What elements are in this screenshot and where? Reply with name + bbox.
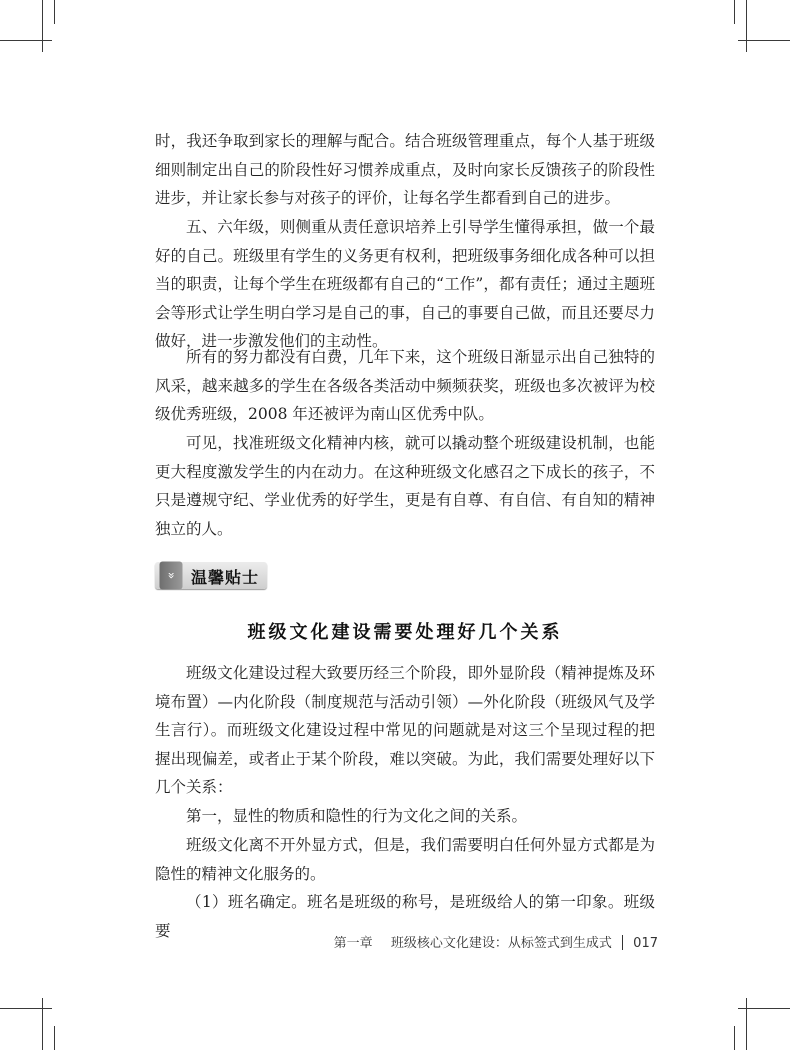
- crop-mark: [42, 0, 43, 52]
- crop-mark: [734, 1026, 735, 1050]
- tips-banner: [155, 562, 267, 589]
- crop-mark: [42, 998, 43, 1050]
- crop-mark: [738, 40, 790, 41]
- crop-mark: [54, 1026, 55, 1050]
- footer-chapter-title: 班级核心文化建设：从标签式到生成式: [390, 936, 612, 951]
- section-paragraph-1: 班级文化建设过程大致要历经三个阶段，即外显阶段（精神提炼及环境布置）—内化阶段（制度规范与活动引领）—外化阶段（班级风气及学生言行）。而班级文化建设过程中常见的问题就是对这三个呈现过程的把握出现偏差，或者止于某个阶段，难以突破。为此，我们需要处理好以下几个关系：: [155, 664, 655, 797]
- page-number: 017: [633, 936, 658, 951]
- crop-mark: [738, 1008, 790, 1009]
- crop-mark: [746, 0, 747, 52]
- section-paragraph-3: 班级文化离不开外显方式，但是，我们需要明白任何外显方式都是为隐性的精神文化服务的。: [155, 836, 655, 883]
- body-paragraph-4: 可见，找准班级文化精神内核，就可以撬动整个班级建设机制，也能更大程度激发学生的内在动力。在这种班级文化感召之下成长的孩子，不只是遵规守纪、学业优秀的好学生，更是有自尊、有自信、有自知的精神独立的人。: [155, 434, 655, 538]
- footer-chapter: 第一章: [333, 936, 373, 951]
- crop-mark: [0, 40, 52, 41]
- body-paragraph-1: 时，我还争取到家长的理解与配合。结合班级管理重点，每个人基于班级细则制定出自己的阶段性好习惯养成重点，及时向家长反馈孩子的阶段性进步，并让家长参与对孩子的评价，让每名学生都看到自己的进步。: [155, 132, 655, 208]
- crop-mark: [0, 1008, 52, 1009]
- crop-mark: [54, 0, 55, 24]
- crop-mark: [746, 998, 747, 1050]
- section-paragraph-2: 第一，显性的物质和隐性的行为文化之间的关系。: [186, 807, 528, 825]
- chevrons-down-icon: »: [160, 562, 183, 590]
- section-title: 班级文化建设需要处理好几个关系: [247, 622, 563, 643]
- body-paragraph-2: 五、六年级，则侧重从责任意识培养上引导学生懂得承担，做一个最好的自己。班级里有学生的义务更有权利，把班级事务细化成各种可以担当的职责，让每个学生在班级都有自己的“工作”，都有责任；通过主题班会等形式让学生明白学习是自己的事，自己的事要自己做，而且还要尽力做好，进一步激发他们的主动性。: [155, 218, 655, 351]
- body-paragraph-3: 所有的努力都没有白费，几年下来，这个班级日渐显示出自己独特的风采，越来越多的学生在各级各类活动中频频获奖，班级也多次被评为校级优秀班级，2008 年还被评为南山区优秀中队。: [155, 348, 655, 424]
- crop-mark: [734, 0, 735, 24]
- tips-label: 温馨贴士: [191, 568, 260, 587]
- section-paragraph-4: （1）班名确定。班名是班级的称号，是班级给人的第一印象。班级要: [155, 893, 655, 940]
- page-footer: [334, 932, 658, 951]
- footer-divider: [622, 935, 623, 950]
